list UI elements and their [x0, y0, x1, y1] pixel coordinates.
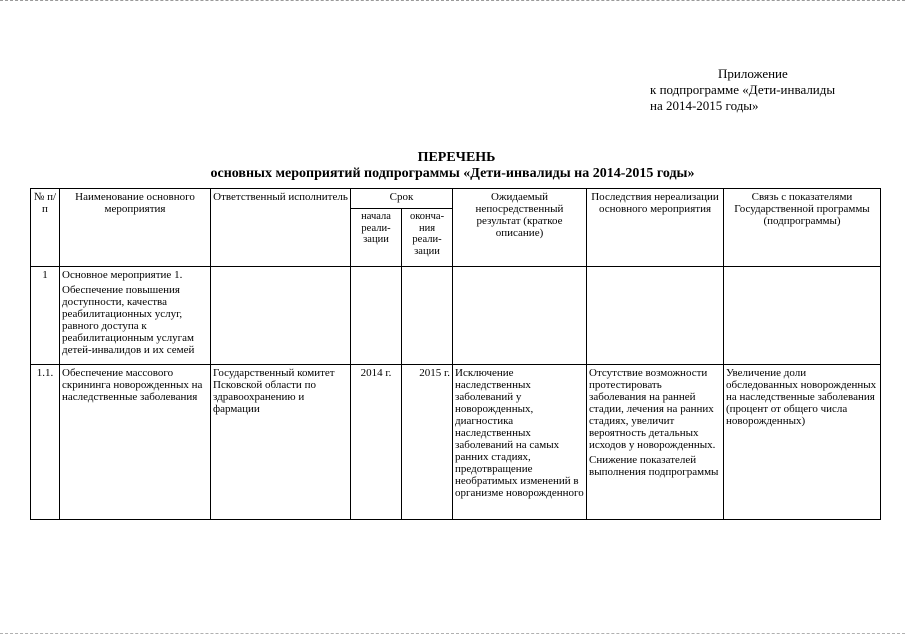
appendix-line-3: на 2014-2015 годы» — [650, 98, 759, 113]
header-num: № п/п — [31, 189, 60, 267]
row2-consequences-main: Отсутствие возможности протестировать заболевания на ранней стадии, лечения на ранних стадиях, увеличит вероятность детальных исходов у новорожденных. — [589, 367, 716, 451]
row2-start: 2014 г. — [351, 365, 402, 520]
measures-table — [30, 188, 881, 520]
appendix-line-2: к подпрограмме «Дети-инвалиды — [650, 82, 836, 97]
row1-executor — [211, 267, 351, 365]
table-row — [31, 267, 881, 365]
row1-name-desc: Обеспечение повышения доступности, качества реабилитационных услуг, равного доступа к реабилитационным услугам детей-инвалидов и их семей — [62, 284, 195, 356]
row2-consequences-cell — [587, 365, 724, 520]
scan-top-edge — [0, 0, 905, 4]
table-row — [31, 365, 881, 520]
header-term-start: начала реали-зации — [351, 209, 402, 267]
header-name: Наименование основного мероприятия — [60, 189, 211, 267]
header-consequences: Последствия нереализации основного мероприятия — [587, 189, 724, 267]
row1-end — [402, 267, 453, 365]
row1-link — [724, 267, 881, 365]
scan-bottom-edge — [0, 633, 905, 637]
row1-name-cell — [60, 267, 211, 365]
header-result: Ожидаемый непосредственный результат (краткое описание) — [453, 189, 587, 267]
row1-consequences — [587, 267, 724, 365]
row2-end: 2015 г. — [402, 365, 453, 520]
appendix-line-1: Приложение — [718, 66, 788, 81]
row1-start — [351, 267, 402, 365]
header-link: Связь с показателями Государственной программы (подпрограммы) — [724, 189, 881, 267]
row2-name: Обеспечение массового скрининга новорожденных на наследственные заболевания — [60, 365, 211, 520]
header-executor: Ответственный исполнитель — [211, 189, 351, 267]
row1-name-title: Основное мероприятие 1. — [62, 269, 183, 281]
row1-num: 1 — [31, 267, 60, 365]
document-title: ПЕРЕЧЕНЬ — [417, 150, 496, 165]
header-term: Срок — [351, 189, 453, 209]
row2-num: 1.1. — [31, 365, 60, 520]
appendix-block — [650, 66, 835, 114]
row1-result — [453, 267, 587, 365]
row2-link: Увеличение доли обследованных новорожденных на наследственные заболевания (процент от общего числа новорожденных) — [724, 365, 881, 520]
row2-consequences-extra: Снижение показателей выполнения подпрограммы — [589, 454, 719, 478]
document-subtitle: основных мероприятий подпрограммы «Дети-инвалиды на 2014-2015 годы» — [210, 166, 695, 181]
header-term-end: оконча-ния реали-зации — [402, 209, 453, 267]
row2-executor: Государственный комитет Псковской области по здравоохранению и фармации — [211, 365, 351, 520]
row2-result: Исключение наследственных заболеваний у новорожденных, диагностика наследственных заболеваний на самых ранних стадиях, предотвращение необратимых изменений в организме новорожденного — [453, 365, 587, 520]
